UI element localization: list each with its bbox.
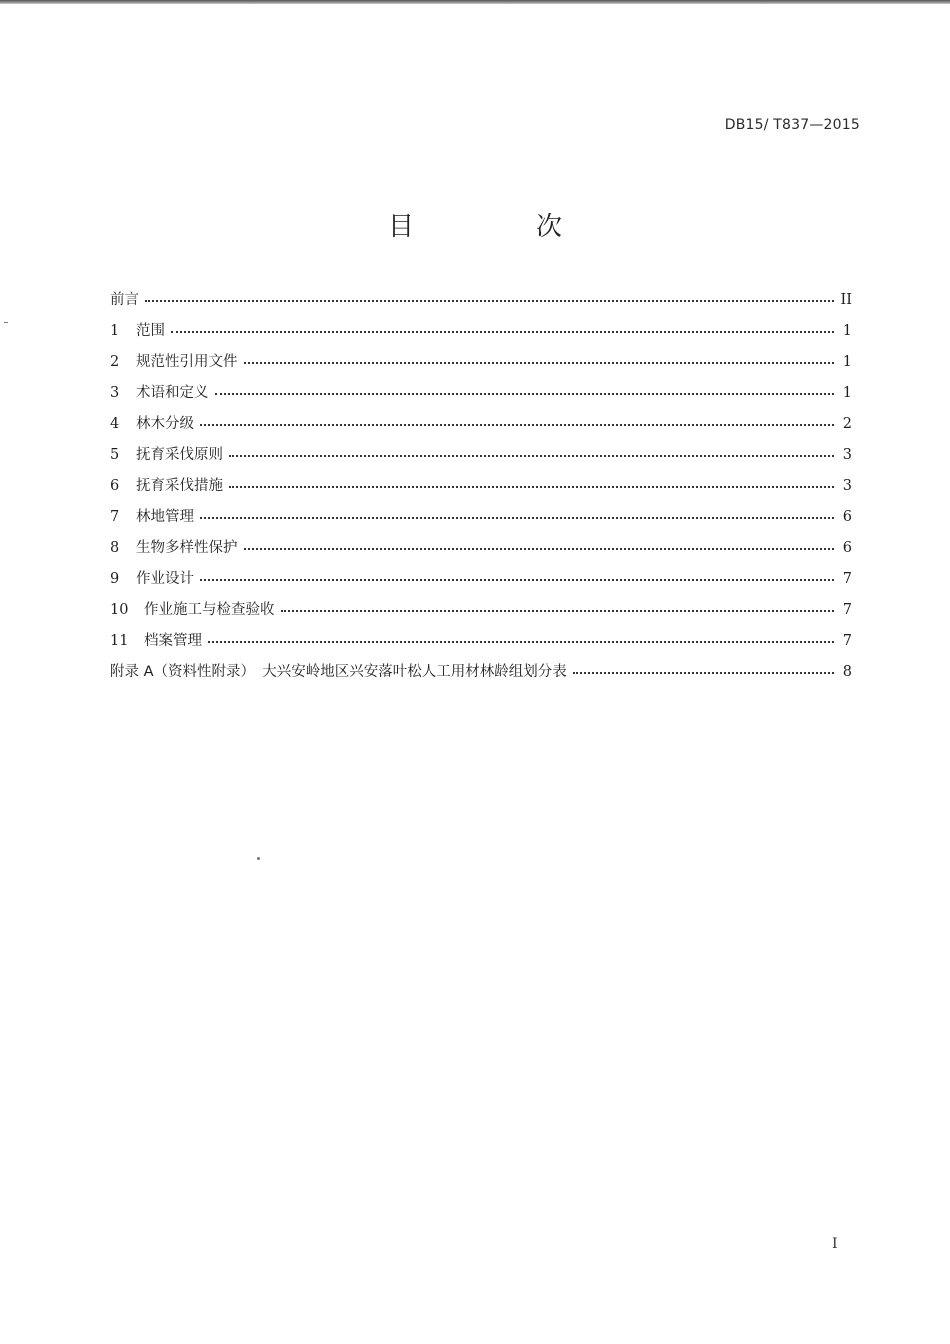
toc-entry-number: 10 (110, 602, 129, 618)
dot-leader (229, 454, 834, 457)
toc-entry-foreword[interactable] (110, 285, 852, 316)
toc-entry-page: 3 (842, 447, 852, 463)
dot-leader (281, 609, 835, 612)
toc-entry-number: 9 (110, 571, 120, 587)
toc-entry-appendix-a[interactable] (110, 657, 852, 688)
toc-entry-page: 6 (842, 540, 852, 556)
toc-entry-number: 5 (110, 447, 120, 463)
toc-entry-label: 作业施工与检查验收 (144, 602, 275, 618)
page-title: 目 次 (387, 212, 610, 242)
toc-entry-label: 林木分级 (136, 416, 194, 432)
toc-entry-number: 8 (110, 540, 120, 556)
toc-entry-page: 1 (842, 354, 852, 370)
document-code: DB15/ T837—2015 (724, 117, 860, 133)
toc-entry-label: 生物多样性保护 (136, 540, 238, 556)
toc-entry-6[interactable] (110, 471, 852, 502)
toc-entry-label: 抚育采伐措施 (136, 478, 223, 494)
toc-entry-3[interactable] (110, 378, 852, 409)
toc-entry-page: 7 (842, 571, 852, 587)
toc-entry-page: 3 (842, 478, 852, 494)
toc-entry-number: 11 (110, 633, 129, 649)
toc-entry-page: 2 (842, 416, 852, 432)
dot-leader (171, 330, 834, 333)
toc-entry-7[interactable] (110, 502, 852, 533)
dot-leader (145, 299, 834, 302)
toc-entry-label: 林地管理 (136, 509, 194, 525)
dot-leader (244, 361, 835, 364)
dot-leader (573, 671, 834, 674)
dot-leader (215, 392, 835, 395)
toc-entry-page: 6 (842, 509, 852, 525)
toc-entry-4[interactable] (110, 409, 852, 440)
toc-entry-label: 抚育采伐原则 (136, 447, 223, 463)
toc-entry-label: 规范性引用文件 (136, 354, 238, 370)
toc-entry-number: 1 (110, 323, 120, 339)
toc-entry-page: 1 (842, 323, 852, 339)
dot-leader (244, 547, 835, 550)
toc-entry-number: 7 (110, 509, 120, 525)
toc-entry-5[interactable] (110, 440, 852, 471)
toc-entry-11[interactable] (110, 626, 852, 657)
toc-entry-page: 8 (842, 664, 852, 680)
toc-entry-10[interactable] (110, 595, 852, 626)
toc-entry-page: 7 (842, 602, 852, 618)
toc-entry-label: 档案管理 (144, 633, 202, 649)
toc-entry-number: 3 (110, 385, 120, 401)
toc-entry-label: 前言 (110, 292, 139, 308)
table-of-contents (110, 285, 852, 688)
dot-leader (200, 578, 834, 581)
toc-entry-8[interactable] (110, 533, 852, 564)
toc-entry-2[interactable] (110, 347, 852, 378)
toc-entry-page: 7 (842, 633, 852, 649)
dot-leader (208, 640, 834, 643)
toc-entry-page: 1 (842, 385, 852, 401)
page-number: I (832, 1236, 838, 1252)
toc-entry-number: 6 (110, 478, 120, 494)
dot-leader (200, 516, 834, 519)
toc-entry-page: II (840, 292, 852, 308)
dot-leader (200, 423, 834, 426)
toc-entry-label: 附录 A（资料性附录） 大兴安岭地区兴安落叶松人工用材林龄组划分表 (110, 664, 567, 680)
toc-entry-number: 4 (110, 416, 120, 432)
toc-entry-label: 作业设计 (136, 571, 194, 587)
scan-speck (257, 857, 260, 860)
toc-entry-number: 2 (110, 354, 120, 370)
toc-entry-1[interactable] (110, 316, 852, 347)
toc-entry-label: 术语和定义 (136, 385, 209, 401)
toc-entry-label: 范围 (136, 323, 165, 339)
toc-entry-9[interactable] (110, 564, 852, 595)
scan-top-edge (0, 0, 950, 4)
scan-speck (4, 322, 8, 323)
dot-leader (229, 485, 834, 488)
